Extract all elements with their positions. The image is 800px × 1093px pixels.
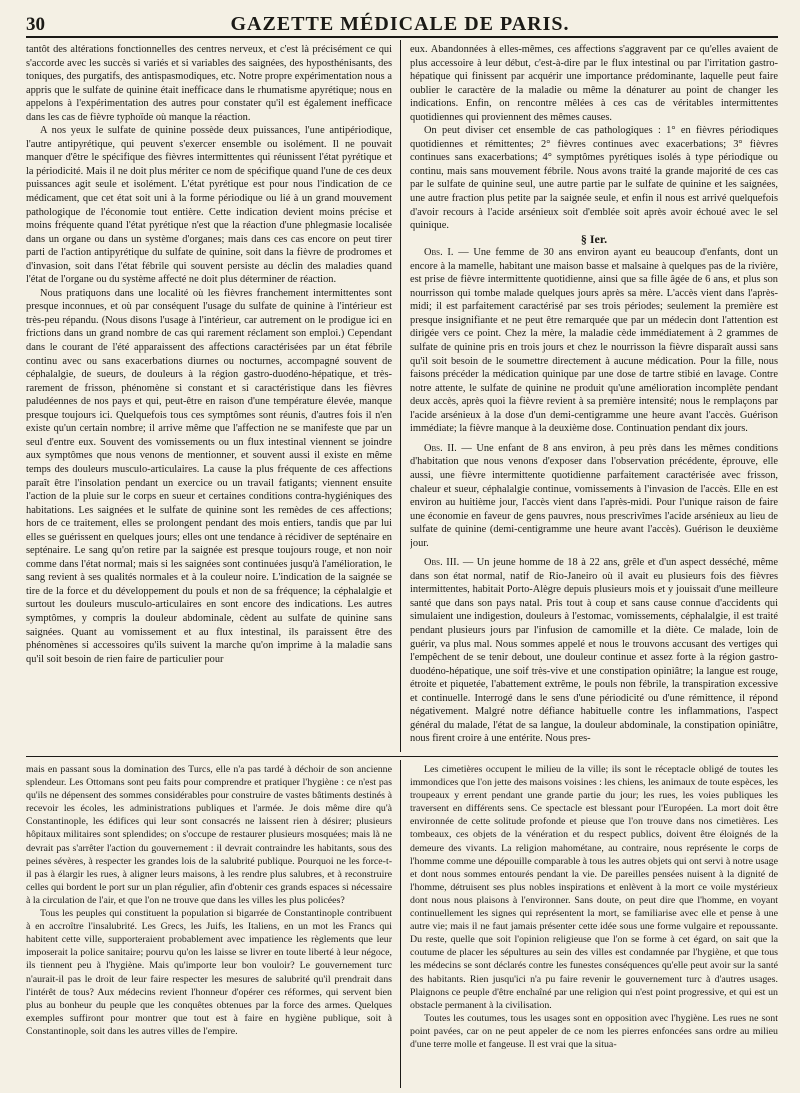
lower-right-column — [410, 763, 778, 1089]
gazette-title: GAZETTE MÉDICALE DE PARIS. — [230, 13, 570, 35]
observation-1 — [410, 246, 778, 436]
page-header — [0, 8, 800, 38]
observation-label: Obs. II. — [424, 442, 457, 454]
page-number: 30 — [26, 14, 45, 35]
paragraph: On peut diviser cet ensemble de cas pathologiques : 1° en fièvres périodiques quotidiennes et rémittentes; 2° fièvres continues avec exacerbations; 3° fièvres continues sans exacerbations; 4° symptômes pyrétiques isolés à type périodique ou continu, mais sans mouvement fébrile. Nous avons traité la grande majorité de ces cas par le sulfate de quinine seul, une autre partie par le sulfate de quinine et les saignées, une autre fraction plus petite par la saignée seule, et enfin il nous est arrivé quelquefois d'avoir recours à l'acide arsénieux soit d'emblée soit après avoir échoué avec le sel quinique. — [410, 125, 778, 232]
observation-text: — Une enfant de 8 ans environ, à peu près dans les mêmes conditions d'habitation que nous venons d'exposer dans l'observation précédente, éprouve, elle aussi, une fièvre intermittente quotidienne parfaitement caractérisée avec frisson, chaleur et sueur, céphalalgie continue, vomissements à l'invasion de l'accès. Elle en est environ au huitième jour, l'accès vient dans l'après-midi. Pour l'unique raison de faire une économie en faveur de gens pauvres, nous prescrivîmes l'acide arsénieux au lieu de sulfate de quinine (demi-centigramme une heure avant l'accès). Guérison le deuxième jour. — [410, 442, 778, 549]
paragraph: Tous les peuples qui constituent la population si bigarrée de Constantinople contribuent à en accroître l'insalubrité. Les Grecs, les Juifs, les Italiens, en un mot les Francs qui habitent cette ville, supporteraient probablement avec impatience les règlements que leur imposerait la police sanitaire; pourvu qu'on les laisse se livrer en toute liberté à leur négoce, ils tiennent peu à l'hygiène. Mais qu'importe leur bon vouloir? Le gouvernement turc n'aurait-il pas le droit de leur faire respecter les mesures de salubrité qu'il prendrait dans l'intérêt de tous? Aux médecins revient l'honneur d'opérer ces réformes, qui servent bien plus au bonheur du peuple que les conquêtes obtenues par la force des armes. Quelques exemples suffiront pour montrer que tout est à faire en hygiène publique, soit à Constantinople, soit dans les autres villes de l'empire. — [26, 908, 392, 1037]
paragraph: Nous pratiquons dans une localité où les fièvres franchement intermittentes sont presque inconnues, et où par conséquent l'usage du sulfate de quinine à l'intérieur est très-peu répandu. (Nous disons l'usage à l'intérieur, car autrement on le prodigue ici en frictions dans un grand nombre de cas qui rarement réclament son emploi.) Cependant dans le courant de l'été apparaissent des affections caractérisées par un état fébrile continu avec ou sans exacerbations diurnes ou nocturnes, accompagné souvent de céphalalgie, de sueurs, de douleurs à la région gastro-duodéno-hépatique, et très-rarement de frisson, phénomène si constant et si caractéristique dans les fièvres paludéennes de nos pays et qui, peut-être en raison d'une température élevée, manque presque toujours ici. Quelquefois tous ces symptômes sont réunis, d'autres fois il n'en existe qu'un certain nombre; il arrive même que l'affection ne se manifeste que par un seul d'entre eux. Souvent des vomissements ou un flux intestinal viennent se joindre aux symptômes que nous venons de mentionner, et souvent aussi il existe en même temps des douleurs musculo-articulaires. La cause la plus fréquente de ces affections paraît être l'insolation pendant un exercice ou un travail fatigants; viennent ensuite l'action de la pluie sur le corps en sueur et certaines conditions contra-hygiéniques des habitations. Les saignées et le sulfate de quinine sont les remèdes de ces affections; hors de ce traitement, elles se prolongent pendant des mois entiers, tandis que par lui elles se guérissent en quelques jours; elles ont une tendance à récidiver de septénaire en septénaire. Le sang qu'on retire par la saignée est presque toujours rouge, et non noir comme dans l'état normal; mais si les saignées sont continuées jusqu'à l'amélioration, le sang revient à ses qualités normales et à la couleur noire. L'indication de la saignée se tire de la force et du développement du pouls et non de sa fréquence; la céphalalgie et surtout les douleurs musculo-articulaires en sont encore des indications. Les autres symptômes, y compris la douleur abdominale, cèdent au sulfate de quinine sans saignées. Quant au vomissement et au flux intestinal, ils paraissent être des phénomènes si accessoires qu'ils suivent la marche qu'on imprime à la maladie sans qu'il soit besoin de rien faire de particulier pour — [26, 287, 392, 665]
header-rule — [26, 36, 778, 38]
paragraph: eux. Abandonnées à elles-mêmes, ces affections s'aggravent par ce qu'elles avaient de plus accessoire à leur début, c'est-à-dire par le flux intestinal ou par l'irritation gastro-hépatique qui finissent par acquérir une importance prédominante, laquelle peut faire oublier le caractère de la maladie ou même la dénaturer au point de changer les indications. Enfin, on rencontre mêlées à ces cas de véritables intermittentes quotidiennes qui proviennent des mêmes causes. — [410, 44, 778, 123]
paragraph: mais en passant sous la domination des Turcs, elle n'a pas tardé à déchoir de son ancienne splendeur. Les Ottomans sont peu faits pour comprendre et pratiquer l'hygiène : ce n'est pas qu'ils ne dépensent des sommes considérables pour construire de vastes bâtiments destinés à recevoir les écoles, les administrations publiques et l'armée. Je dois même dire qu'à Constantinople, les édifices qui leur sont consacrés ne laissent rien à désirer; plusieurs hôpitaux militaires sont splendides; on s'occupe de restaurer plusieurs mosquées; mais là ne devrait pas s'arrêter l'action du gouvernement : il devrait contraindre les habitants, sous des peines sévères, à respecter les grandes lois de la salubrité publique. Pourquoi ne les force-t-il pas à élargir les rues, à aligner leurs maisons, à les rendre plus salubres, et à reconstruire celles qui bordent le port sur un plan régulier, afin d'obtenir ces grands espaces si nécessaire à la circulation de l'air, et que l'on ne trouve que dans les villes les plus policées? — [26, 764, 392, 906]
section-heading: § Ier. — [580, 231, 608, 246]
paragraph: A nos yeux le sulfate de quinine possède deux puissances, l'une antipériodique, l'autre antipyrétique, qui peuvent s'exercer ensemble ou isolément. Il ne pouvait manquer d'être le spécifique des fièvres intermittentes qui réunissent l'état pyrétique et la périodicité. Mais il ne doit plus mériter ce nom de spécifique quand l'une de ces deux puissances agit seule et isolément. L'état pyrétique est pour nous l'indication de ce médicament, que cet état soit uni à la forme périodique ou lié à un grand mouvement pathologique de l'économie tout entière. Cette indication devient moins précise et moins fréquente quand l'état pyrétique n'est que la réaction d'une phlegmasie localisée dans un organe ou dans un système d'organes; mais dans ces cas encore on peut tirer parti de l'action antipyrétique du sulfate de quinine, soit dans la fièvre de prodromes et d'invasion, soit dans l'état fébrile qui souvent persiste au déclin des maladies quand l'état de l'organe ou du système affecté ne doit plus déterminer de réaction. — [26, 125, 392, 286]
paragraph: tantôt des altérations fonctionnelles des centres nerveux, et c'est là précisément ce qui s'accorde avec les succès si variés et si variables des saignées, des hyposthénisants, des toniques, des purgatifs, des antispasmodiques, etc. Notre propre expérimentation nous a appris que le sulfate de quinine était inefficace dans le rhumatisme apyrétique; nous en appelons à l'expérimentation des autres pour constater qu'il est également inefficace dans les cas de fièvre typhoïde où manque la réaction. — [26, 44, 392, 123]
observation-3 — [410, 556, 778, 746]
upper-right-column — [410, 43, 778, 753]
observation-2 — [410, 442, 778, 550]
upper-column-divider — [400, 40, 401, 752]
horizontal-separator — [26, 756, 778, 757]
observation-label: Obs. III. — [424, 557, 460, 569]
observation-text: — Un jeune homme de 18 à 22 ans, grêle et d'un aspect desséché, même dans son état normal, natif de Rio-Janeiro où il avait eu plusieurs fois des fièvres intermittentes, habitait Porto-Alègre depuis plusieurs mois et y jouissait d'une meilleure santé que dans son pays natal. Pris tout à coup et sans cause connue d'accidents qui simulaient une indigestion, douleurs à l'estomac, vomissements, céphalalgie, il est traité pendant plusieurs jours par l'infusion de camomille et la diète. Ce malade, loin de guérir, va plus mal. Nous sommes appelé et nous le trouvons accusant des vertiges qui l'empêchent de se tenir debout, une douleur continue et assez forte à la région gastro-duodéno-hépatique, une soif très-vive et une constipation opiniâtre; la langue est rouge, étroite et piquetée, l'abattement extrême, le pouls non fébrile, la transpiration excessive et continuelle. Interrogé dans le sens d'une périodicité ou d'une rémittence, il répond négativement. Malgré notre défiance habituelle contre les inflammations, l'aspect général du malade, l'état de sa langue, la douleur abdominale, la constipation opiniâtre, nous firent croire à une entérite. Nous pres- — [410, 557, 778, 745]
observation-text: — Une femme de 30 ans environ ayant eu beaucoup d'enfants, dont un encore à la mamelle, habitant une maison basse et malsaine à quelques pas de la rivière, est prise de fièvre intermittente quotidienne, ainsi que sa fille âgée de 6 ans, et plus son nourrisson qui tombe malade quelques jours après sa mère. L'accès vient dans l'après-midi; il est parfaitement caractérisé par ses trois périodes; seulement la première est presque insignifiante et ne peut être remarquée que par un médecin dont l'attention est dirigée vers ce point. Chez la mère, la maladie cède immédiatement à 2 grammes de sulfate de quinine pris en trois jours et chez le nourrisson la fièvre disparaît aussi sans qu'il soit besoin de le soumettre directement à aucune médication. Pour la fille, nous faisons précéder la médication quinique par une dose de tartre stibié en lavage. Contre notre attente, le sulfate de quinine ne produit qu'une amélioration incomplète pendant deux accès, après quoi la fièvre revient à sa première intensité; nous le remplaçons par l'acide arsénieux à la dose d'un demi-centigramme une heure avant l'accès. Guérison immédiate; la fièvre manque à la deuxième dose. Continuation pendant dix jours. — [410, 247, 778, 435]
paragraph: Toutes les coutumes, tous les usages sont en opposition avec l'hygiène. Les rues ne sont point pavées, car on ne peut appeler de ce nom les pierres enfoncées sans ordre au milieu d'une terre molle et fangeuse. Il est vrai que la situa- — [410, 1012, 778, 1050]
lower-column-divider — [400, 760, 401, 1088]
upper-left-column — [26, 43, 392, 753]
lower-left-column — [26, 763, 392, 1089]
observation-label: Obs. I. — [424, 247, 454, 259]
paragraph: Les cimetières occupent le milieu de la ville; ils sont le réceptacle obligé de toutes les immondices que l'on jette des maisons voisines : les chiens, les animaux de toute espèces, les troupeaux y errent pendant une grande partie du jour; les rues, les voies publiques les traversent en différents sens. Ce spectacle est blessant pour l'Européen. La mort doit être environnée de cette solitude profonde et pieuse que l'on trouve dans nos cimetières. Les tombeaux, ces objets de la vénération et du respect publics, doivent être éloignés de la demeure des vivants. La religion mahométane, au contraire, nous représente le corps de l'homme comme une dépouille comparable à tous les autres objets qui ont servi à notre usage et dont nous sommes entourés pendant la vie. De pareilles pensées nuisent à la dignité de l'homme, détruisent ses plus nobles inspirations et enlèvent à la mort ce voile mystérieux dont nous nous plaisons à l'environner. Sans doute, on peut dire que l'homme, en voyant continuellement les signes qui représentent la mort, se familiarise avec elle et pense à une autre vie; mais il ne faut jamais présenter cette idée sous une forme vulgaire et repoussante. Du reste, quelle que soit l'opinion religieuse que l'on se forme à cet égard, on sait que la coutume de placer les sépultures au sein des villes est condamnée par l'hygiène, et que tous les médecins se sont déclarés contre les funestes conséquences qu'elle peut avoir sur la santé des habitants. Rien jusqu'ici n'a pu faire revenir le gouvernement turc à d'autres usages. Plaignons ce peuple d'être enchaîné par une religion qui n'est point progressive, et qui est un obstacle permanent à la civilisation. — [410, 764, 778, 1011]
